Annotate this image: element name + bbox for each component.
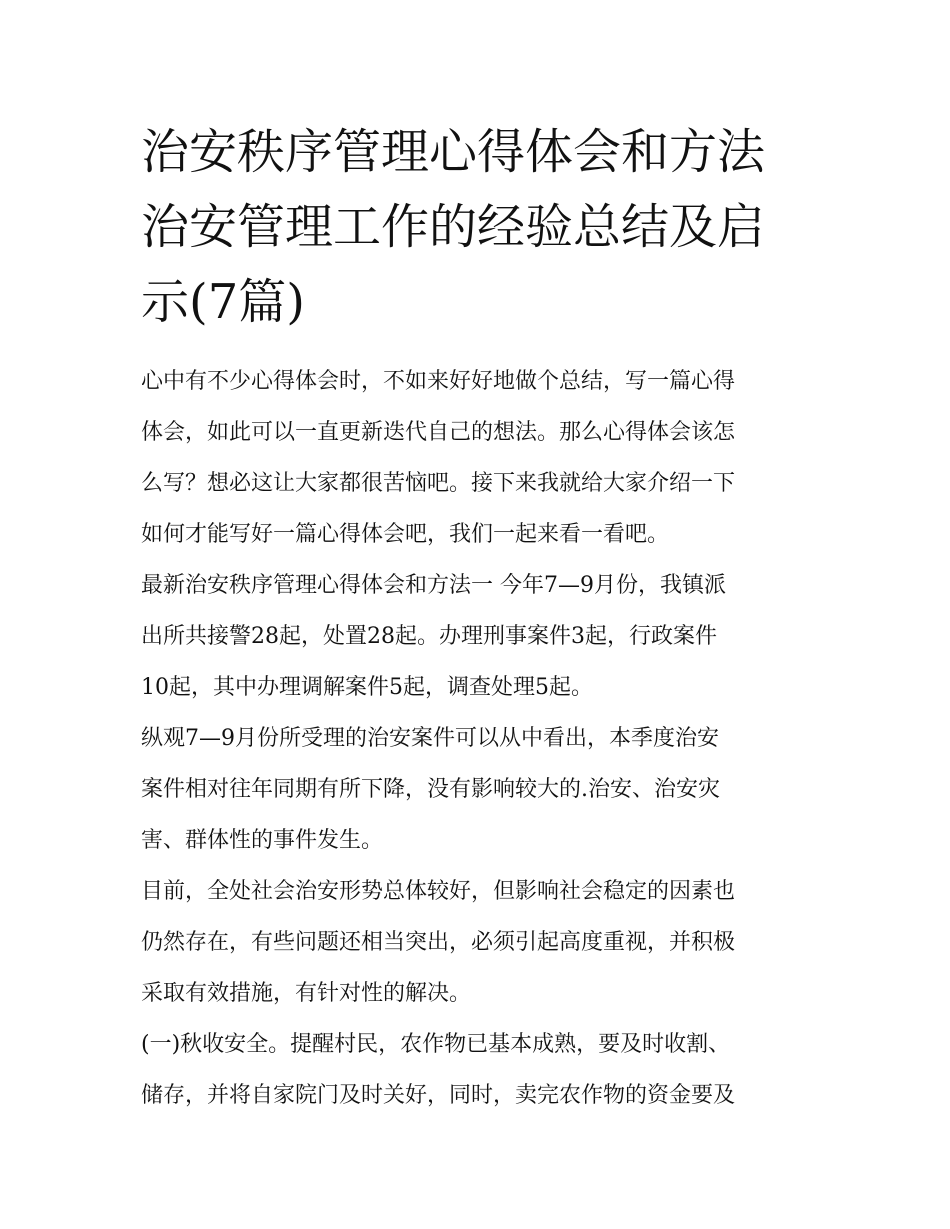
paragraph-autumn-harvest: (一)秋收安全。提醒村民，农作物已基本成熟，要及时收割、 储存，并将自家院门及时关好，同时，卖完农作物的资金要及 (141, 1032, 736, 1108)
paragraph-overview: 纵观7—9月份所受理的治安案件可以从中看出，本季度治安 案件相对往年同期有所下降，没有影响较大的.治安、治安灾 害、群体性的事件发生。 (141, 726, 720, 853)
paragraph-statistics: 最新治安秩序管理心得体会和方法一 今年7—9月份，我镇派 出所共接警28起，处置28起。办理刑事案件3起，行政案件 10起，其中办理调解案件5起，调查处理5起。 (141, 573, 726, 700)
paragraph-current-situation: 目前，全处社会治安形势总体较好，但影响社会稳定的因素也 仍然存在，有些问题还相当突出，必须引起高度重视，并积极 采取有效措施，有针对性的解决。 (141, 879, 736, 1006)
document-title: 治安秩序管理心得体会和方法 治安管理工作的经验总结及启 示(7篇) (141, 124, 766, 330)
document-body (141, 356, 813, 1121)
document-content (141, 115, 813, 1121)
paragraph-intro: 心中有不少心得体会时，不如来好好地做个总结，写一篇心得 体会，如此可以一直更新迭代自己的想法。那么心得体会该怎 么写？想必这让大家都很苦恼吧。接下来我就给大家介绍一下 如何才能写好一篇心得体会吧，我们一起来看一看吧。 (141, 369, 736, 547)
